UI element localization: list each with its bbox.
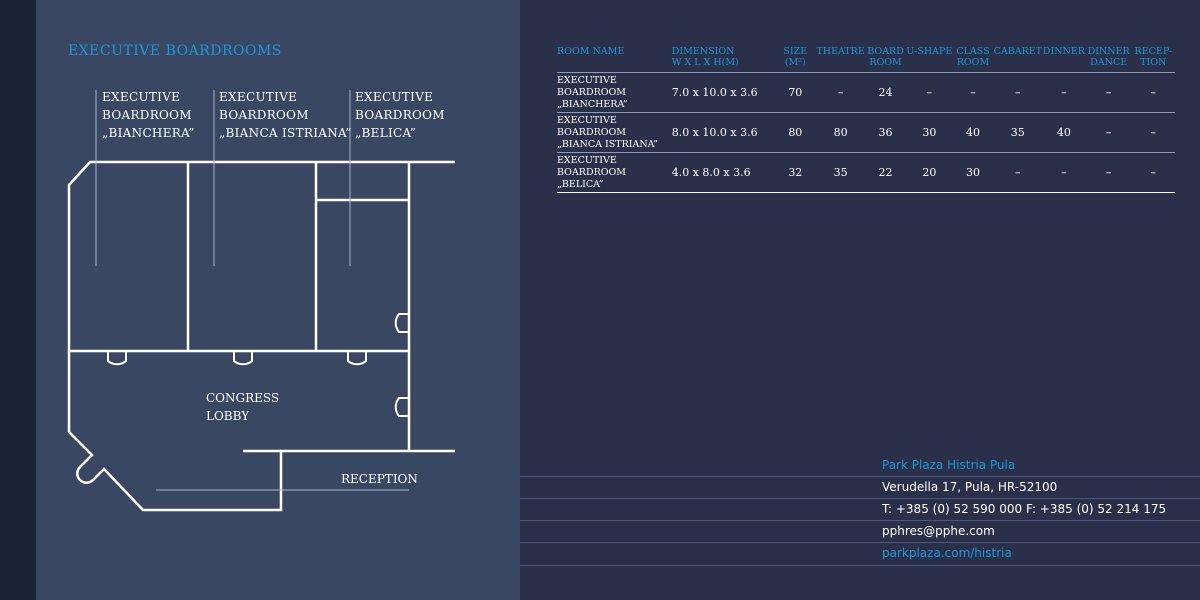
cell-ushape: – (926, 86, 933, 99)
capacity-table (557, 46, 1175, 193)
cell-cabaret: 35 (1010, 126, 1025, 139)
cell-ushape: 30 (922, 126, 937, 139)
door-right-2 (396, 398, 409, 416)
header-room-name: ROOM NAME (557, 46, 625, 57)
header-dinner: DINNER (1042, 46, 1085, 57)
edge-strip (0, 0, 36, 600)
door-istriana (234, 351, 252, 364)
cell-room-name: EXECUTIVE BOARDROOM „BIANCHERA” (557, 74, 628, 110)
cell-room-name: EXECUTIVE BOARDROOM „BIANCA ISTRIANA” (557, 114, 658, 150)
cell-dinner: – (1061, 166, 1067, 179)
hotel-name: Park Plaza Histria Pula (882, 458, 1016, 472)
cell-reception: – (1150, 86, 1156, 99)
door-bianchera (108, 351, 126, 364)
cell-board: 36 (878, 126, 893, 139)
contact-divider (520, 542, 1200, 543)
header-u-shape: U-SHAPE (906, 46, 953, 57)
cell-dimension: 7.0 x 10.0 x 3.6 (671, 86, 758, 99)
floorplan-panel (36, 0, 520, 600)
outer-wall (69, 162, 455, 510)
table-row (557, 73, 1175, 113)
header-board-room: BOARD ROOM (867, 46, 904, 68)
cell-reception: – (1150, 166, 1156, 179)
header-class-room: CLASS ROOM (956, 46, 990, 68)
hotel-address: Verudella 17, Pula, HR-52100 (882, 480, 1058, 494)
cell-room-name: EXECUTIVE BOARDROOM „BELICA” (557, 154, 627, 190)
header-dinner-dance: DINNER DANCE (1087, 46, 1130, 68)
hotel-phone: T: +385 (0) 52 590 000 F: +385 (0) 52 214 175 (882, 502, 1167, 516)
cell-dinner: 40 (1056, 126, 1071, 139)
cell-size: 32 (788, 166, 803, 179)
door-belica (348, 351, 366, 364)
cell-dimension: 8.0 x 10.0 x 3.6 (671, 126, 758, 139)
door-right-1 (396, 314, 409, 332)
room-label-belica: EXECUTIVE BOARDROOM „BELICA” (355, 90, 445, 140)
cell-size: 80 (788, 126, 803, 139)
cell-size: 70 (788, 86, 803, 99)
table-row (557, 113, 1175, 153)
lobby-label: CONGRESS LOBBY (206, 391, 280, 423)
cell-board: 22 (878, 166, 893, 179)
reception-label: RECEPTION (341, 472, 418, 486)
contact-divider (520, 476, 1200, 477)
room-label-bianca-istriana: EXECUTIVE BOARDROOM „BIANCA ISTRIANA” (219, 90, 352, 140)
cell-theatre: 80 (833, 126, 848, 139)
cell-dinnerdance: – (1105, 126, 1112, 139)
cell-cabaret: – (1015, 86, 1021, 99)
cell-dinner: – (1061, 86, 1067, 99)
contact-divider (520, 498, 1200, 499)
hotel-email[interactable]: pphres@pphe.com (882, 524, 995, 538)
cell-theatre: – (837, 86, 844, 99)
table-header-row (557, 46, 1175, 73)
cell-classroom: 30 (965, 166, 980, 179)
room-label-bianchera: EXECUTIVE BOARDROOM „BIANCHERA” (102, 90, 195, 140)
header-cabaret: CABARET (993, 46, 1042, 57)
cell-dinnerdance: – (1105, 86, 1112, 99)
cell-dinnerdance: – (1105, 166, 1112, 179)
contact-divider (520, 565, 1200, 566)
cell-classroom: 40 (965, 126, 980, 139)
contact-divider (520, 520, 1200, 521)
cell-ushape: 20 (922, 166, 937, 179)
header-dimension: DIMENSION W X L X H(M) (671, 46, 739, 68)
header-reception: RECEP- TION (1134, 46, 1172, 68)
cell-board: 24 (878, 86, 893, 99)
floorplan-title: EXECUTIVE BOARDROOMS (68, 43, 282, 59)
cell-reception: – (1150, 126, 1156, 139)
cell-classroom: – (970, 86, 976, 99)
table-row (557, 153, 1175, 193)
header-theatre: THEATRE (816, 46, 865, 57)
cell-cabaret: – (1015, 166, 1021, 179)
header-size: SIZE (M²) (783, 46, 808, 68)
cell-theatre: 35 (833, 166, 848, 179)
hotel-website-link[interactable]: parkplaza.com/histria (882, 546, 1012, 560)
cell-dimension: 4.0 x 8.0 x 3.6 (671, 166, 751, 179)
